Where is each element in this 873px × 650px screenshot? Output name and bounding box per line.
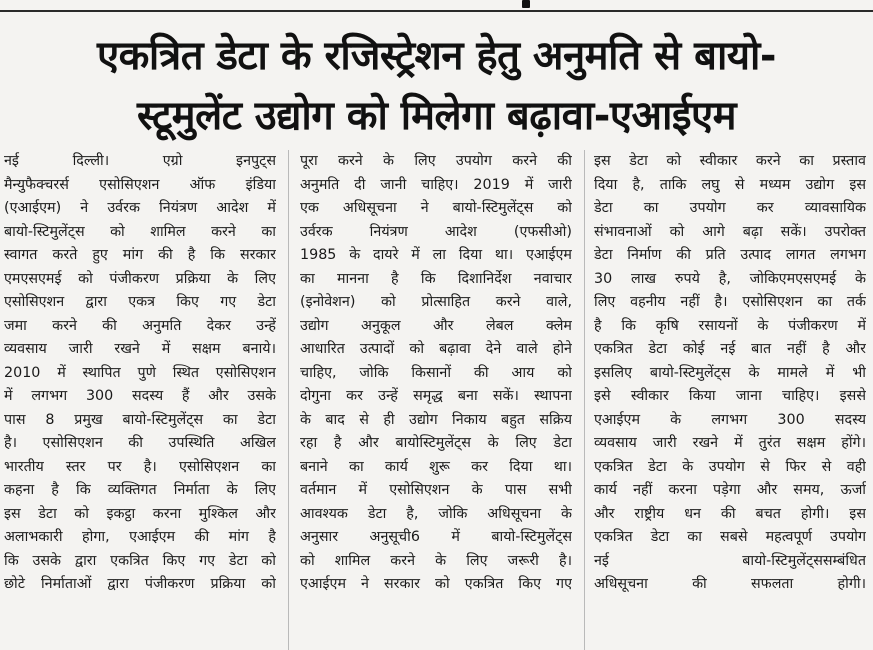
article-line: नई दिल्ली। एग्रो इनपुट्स <box>4 153 276 169</box>
article-line: कहना है कि व्यक्तिगत निर्माता के लिए <box>4 482 276 498</box>
article-line: है। एसोसिएशन की उपस्थिति अखिल <box>4 435 276 451</box>
article-line: और राष्ट्रीय धन की बचत होगी। इस <box>594 505 866 522</box>
top-rule <box>0 0 873 16</box>
article-line: व्यवसाय जारी रखने में तुरंत सक्षम होंगे। <box>594 435 866 451</box>
article-line: इस डेटा को इकट्ठा करना मुश्किल और <box>4 505 276 522</box>
article-headline <box>8 26 865 146</box>
article-line: को शामिल करने के लिए जरूरी है। <box>300 552 572 569</box>
article-line: जमा करने की अनुमति देकर उन्हें <box>4 317 276 334</box>
article-line: दिया है, ताकि लघु से मध्यम उद्योग इस <box>594 176 866 193</box>
article-line: पास 8 प्रमुख बायो-स्टिमुलेंट्स का डेटा <box>4 411 276 428</box>
article-line: एआईएम ने सरकार को एकत्रित किए गए <box>300 576 572 592</box>
article-column-3 <box>594 150 866 650</box>
headline-line-2: स्टूमुलेंट उद्योग को मिलेगा बढ़ावा-एआईएम <box>136 93 737 139</box>
article-line: आधारित उत्पादों को बढ़ावा देने वाले होने <box>300 341 572 357</box>
article-line: इसलिए बायो-स्टिमुलेंट्स के मामले में भी <box>594 364 866 381</box>
article-line: दोगुना कर उन्हें समृद्ध बना सकें। स्थापना <box>300 388 572 404</box>
article-line: नई बायो-स्टिमुलेंट्ससम्बंधित <box>594 552 866 569</box>
article-line: भारतीय स्तर पर है। एसोसिएशन का <box>4 458 276 475</box>
article-line: पूरा करने के लिए उपयोग करने की <box>300 153 572 169</box>
headline-line-1: एकत्रित डेटा के रजिस्ट्रेशन हेतु अनुमति से बायो- <box>96 33 776 79</box>
article-line: व्यवसाय जारी रखने में सक्षम बनाये। <box>4 341 276 357</box>
article-line: 2010 में स्थापित पुणे स्थित एसोसिएशन <box>4 364 276 381</box>
article-line: मैन्युफैक्चरर्स एसोसिएशन ऑफ इंडिया <box>4 176 276 193</box>
header-mark <box>522 0 530 8</box>
article-line: अनुमति दी जानी चाहिए। 2019 में जारी <box>300 176 572 193</box>
article-line: कार्य नहीं करना पड़ेगा और समय, ऊर्जा <box>594 482 866 498</box>
article-line: लिए वहनीय नहीं है। एसोसिएशन का तर्क <box>594 294 866 310</box>
article-line: (इनोवेशन) को प्रोत्साहित करने वाले, <box>300 294 572 310</box>
article-line: बायो-स्टिमुलेंट्स को शामिल करने का <box>4 223 276 240</box>
article-line: के बाद से ही उद्योग निकाय बहुत सक्रिय <box>300 411 572 428</box>
article-line: उर्वरक नियंत्रण आदेश (एफसीओ) <box>300 223 572 240</box>
article-line: एसोसिएशन द्वारा एकत्र किए गए डेटा <box>4 294 276 310</box>
article-line: रहा है और बायोस्टिमुलेंट्स के लिए डेटा <box>300 435 572 451</box>
article-line: डेटा निर्माण की प्रति उत्पाद लागत लगभग <box>594 247 866 263</box>
article-line: 30 लाख रुपये है, जोकिएमएसएमई के <box>594 270 866 287</box>
article-line: है कि कृषि रसायनों के पंजीकरण में <box>594 317 866 334</box>
article-line: इस डेटा को स्वीकार करने का प्रस्ताव <box>594 153 866 169</box>
article-line: स्वागत करते हुए मांग की है कि सरकार <box>4 247 276 263</box>
article-line: आवश्यक डेटा है, जोकि अधिसूचना के <box>300 505 572 522</box>
article-line: एकत्रित डेटा कोई नई बात नहीं है और <box>594 341 866 357</box>
article-line: अधिसूचना की सफलता होगी। <box>594 576 866 592</box>
article-line: इसे स्वीकार किया जाना चाहिए। इससे <box>594 388 866 404</box>
article-line: (एआईएम) ने उर्वरक नियंत्रण आदेश में <box>4 200 276 216</box>
article-line: कि उसके द्वारा एकत्रित किए गए डेटा को <box>4 552 276 569</box>
article-line: एकत्रित डेटा के उपयोग से फिर से वही <box>594 458 866 475</box>
article-line: 1985 के दायरे में ला दिया था। एआईएम <box>300 247 572 263</box>
article-line: चाहिए, जोकि किसानों की आय को <box>300 364 572 381</box>
article-line: उद्योग अनुकूल और लेबल क्लेम <box>300 317 572 334</box>
article-line: अलाभकारी होगा, एआईएम की मांग है <box>4 529 276 545</box>
article-line: अनुसार अनुसूची6 में बायो-स्टिमुलेंट्स <box>300 529 572 545</box>
article-line: छोटे निर्माताओं द्वारा पंजीकरण प्रक्रिया को <box>4 576 276 592</box>
article-line: में लगभग 300 सदस्य हैं और उसके <box>4 388 276 404</box>
header-rule-line <box>0 10 873 12</box>
article-column-1 <box>4 150 276 650</box>
article-line: वर्तमान में एसोसिएशन के पास सभी <box>300 482 572 498</box>
article-body <box>4 150 869 650</box>
article-line: संभावनाओं को आगे बढ़ा सकें। उपरोक्त <box>594 223 866 240</box>
article-column-2 <box>300 150 572 650</box>
article-line: डेटा का उपयोग कर व्यावसायिक <box>594 200 866 216</box>
article-line: एमएसएमई को पंजीकरण प्रक्रिया के लिए <box>4 270 276 287</box>
article-line: एकत्रित डेटा का सबसे महत्वपूर्ण उपयोग <box>594 529 866 545</box>
article-line: एआईएम के लगभग 300 सदस्य <box>594 411 866 428</box>
article-line: बनाने का कार्य शुरू कर दिया था। <box>300 458 572 475</box>
article-line: का मानना है कि दिशानिर्देश नवाचार <box>300 270 572 287</box>
article-line: एक अधिसूचना ने बायो-स्टिमुलेंट्स को <box>300 200 572 216</box>
